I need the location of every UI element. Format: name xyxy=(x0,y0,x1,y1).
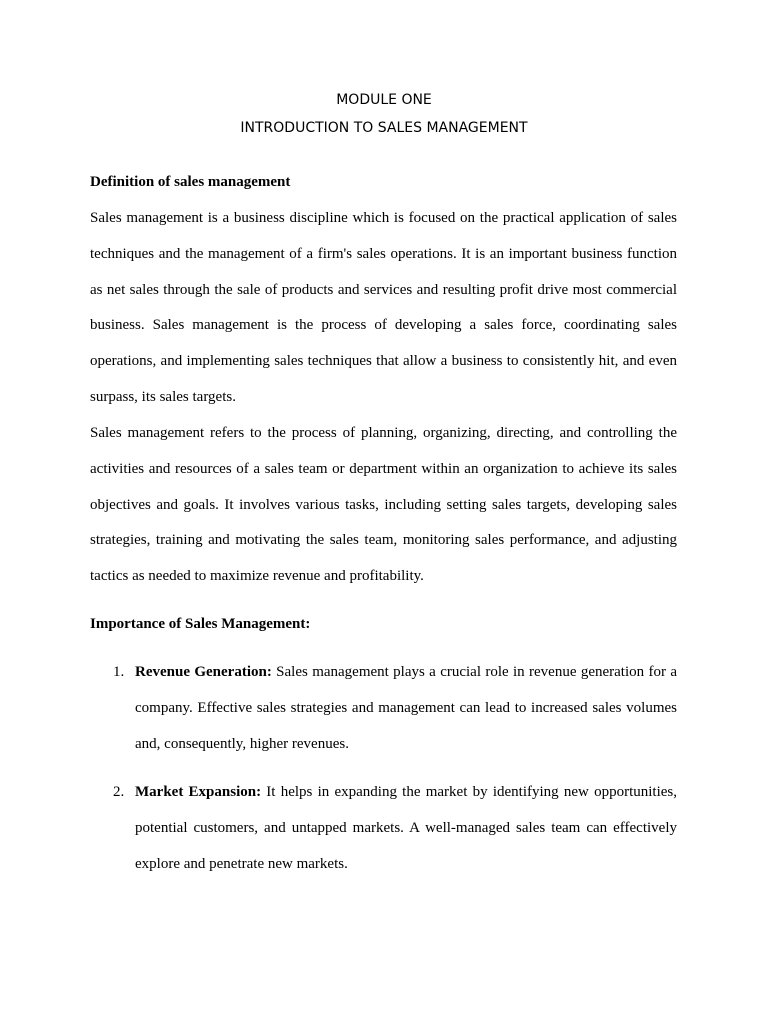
definition-paragraph-1: Sales management is a business discipline which is focused on the practical application of sales techniques and the management of a firm's sales operations. It is an important business function as net sales through the sale of products and services and resulting profit drive most commercial business. Sales management is the process of developing a sales force, coordinating sales operations, and implementing sales techniques that allow a business to consistently hit, and even surpass, its sales targets. xyxy=(90,210,677,405)
list-item-term: Revenue Generation: xyxy=(135,664,272,680)
definition-heading: Definition of sales management xyxy=(90,174,291,190)
definition-paragraph-2: Sales management refers to the process of planning, organizing, directing, and controlling the activities and resources of a sales team or department within an organization to achieve its sales objectives and goals. It involves various tasks, including setting sales targets, developing sales strategies, training and motivating the sales team, monitoring sales performance, and adjusting tactics as needed to maximize revenue and profitability. xyxy=(90,425,677,585)
list-item-text: It helps in expanding the market by identifying new opportunities, potential customers, and untapped markets. A well-managed sales team can effectively explore and penetrate new markets. xyxy=(135,784,678,872)
list-item xyxy=(90,655,677,762)
importance-heading: Importance of Sales Management: xyxy=(90,616,311,632)
list-item-term: Market Expansion: xyxy=(135,784,262,800)
page-title: INTRODUCTION TO SALES MANAGEMENT xyxy=(240,120,528,136)
list-item-text: Sales management plays a crucial role in revenue generation for a company. Effective sales strategies and management can lead to increased sales volumes and, consequently, higher revenues. xyxy=(135,664,677,752)
module-title: MODULE ONE xyxy=(336,92,432,108)
list-item-number: 2. xyxy=(113,784,125,800)
list-item xyxy=(90,775,677,882)
list-item-number: 1. xyxy=(113,664,125,680)
list-item-body xyxy=(135,655,677,762)
list-item-body xyxy=(135,775,677,882)
